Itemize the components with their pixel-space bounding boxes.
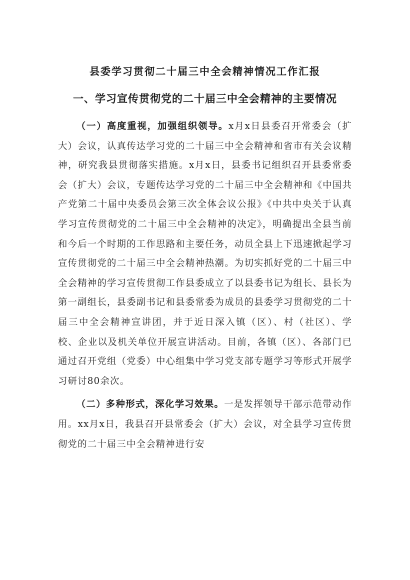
paragraph-study-forms: [58, 395, 352, 454]
paragraph-body: 一是发挥领导干部示范带动作用。xx月x日，我县召开县常委会（扩大）会议，对全县学习宣传贯彻党的二十届三中全会精神进行安: [58, 399, 352, 450]
paragraph-lead: （二）多种形式，深化学习效果。: [76, 399, 225, 411]
paragraph-organization: [58, 117, 352, 391]
document-title: 县委学习贯彻二十届三中全会精神情况工作汇报: [89, 67, 321, 78]
section-heading: 一、学习宣传贯彻党的二十届三中全会精神的主要情况: [73, 93, 337, 105]
paragraph-body: x月x日县委召开常委会（扩大）会议，认真传达学习党的二十届三中全会精神和省市有关会议精神，研究我县贯彻落实措施。x月x日，县委书记组织召开县委常委会（扩大）会议，专题传达学习党的二十届三中全会精神和《中国共产党第二十届中央委员会第三次全体会议公报》《中共中央关于认真学习宣传贯彻党的二十届三中全会精神的决定》，明确提出全县当前和今后一个时期的工作思路和主要任务，动员全县上下迅速掀起学习宣传贯彻党的二十届三中全会精神热潮。为切实抓好党的二十届三中全会精神的学习宣传贯彻工作县委成立了以县委书记为组长、县长为第一副组长，县委副书记和县委常委为成员的县委学习贯彻党的二十届三中全会精神宣讲团，并于近日深入镇（区）、村（社区）、学校、企业以及机关单位开展宣讲活动。目前，各镇（区）、各部门已通过召开党组（党委）中心组集中学习党支部专题学习等形式开展学习研讨80余次。: [58, 121, 352, 387]
paragraph-lead: （一）高度重视，加强组织领导。: [76, 121, 229, 132]
